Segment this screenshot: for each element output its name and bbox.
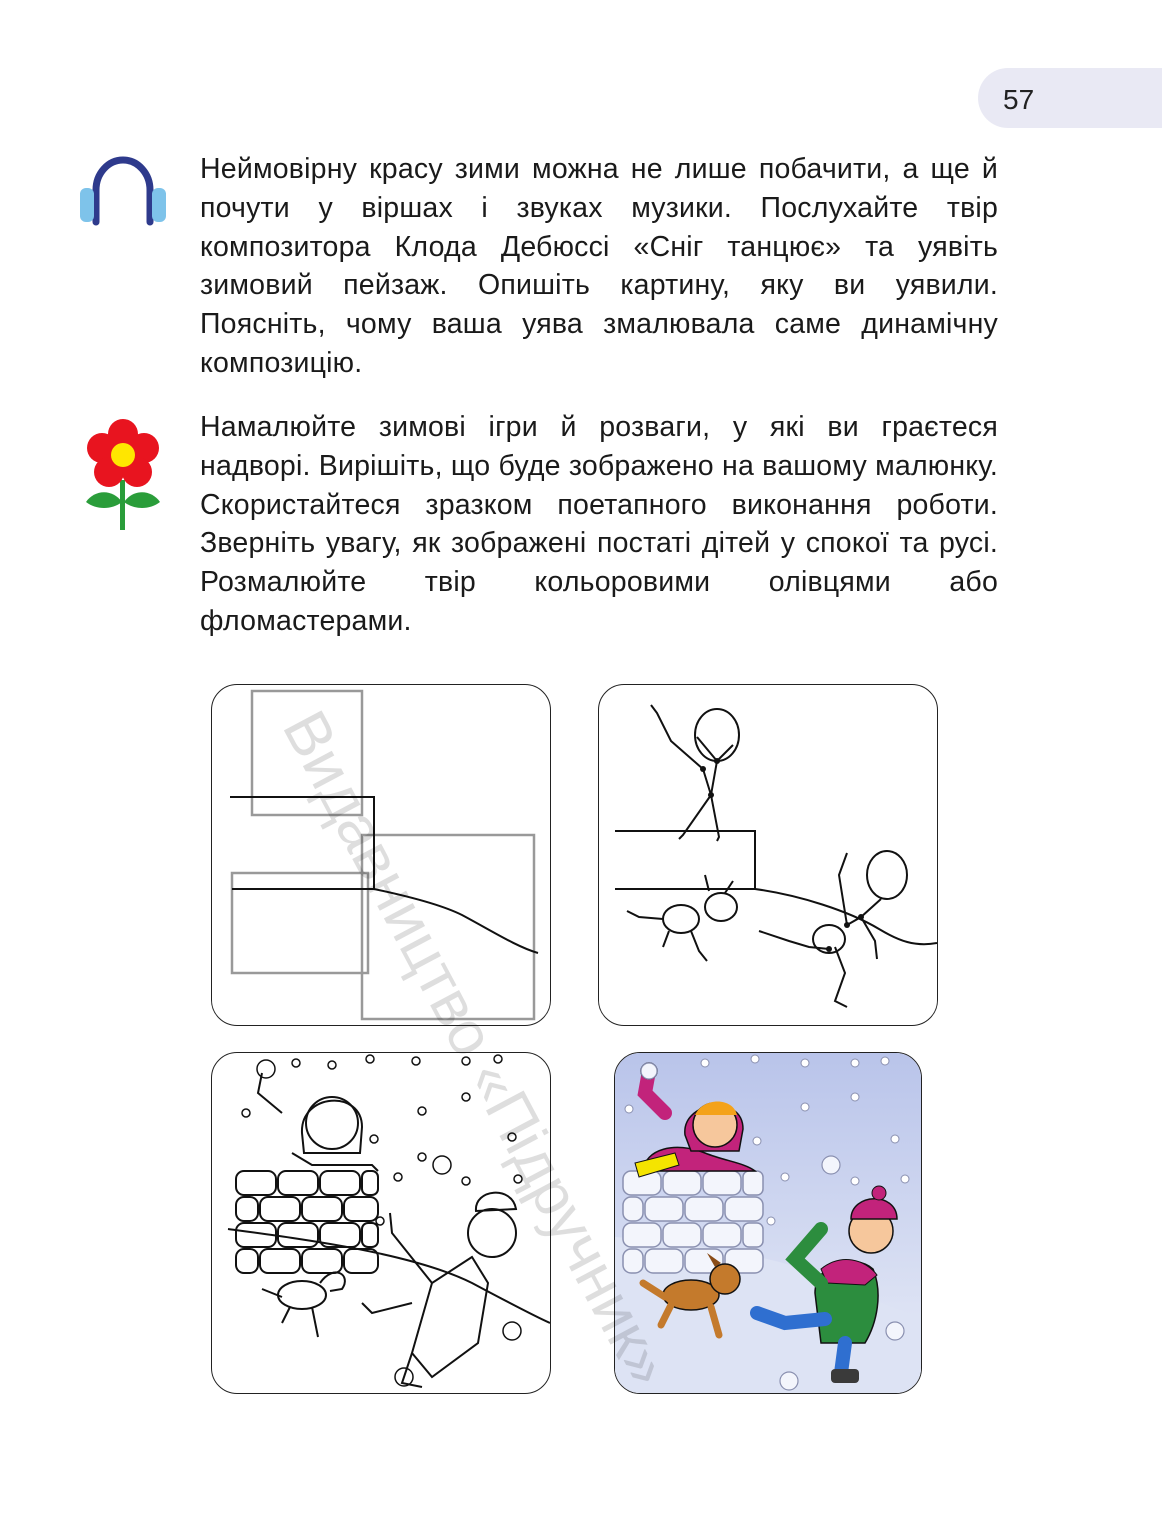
figure-sketch-step-2 [598, 684, 938, 1026]
listening-task-text: Неймовірну красу зими можна не лише побачити, а ще й почути у віршах і звуках музики. Послухайте твір композитора Клода Дебюссі «Сніг танцює» та уявіть зимовий пейзаж. Опишіть картину, яку ви уявили. Поясніть, чому ваша уява змалювала саме динамічну композицію. [200, 153, 998, 379]
line-drawing-step-3 [211, 1052, 551, 1394]
flower-icon [82, 414, 164, 534]
drawing-task-text: Намалюйте зимові ігри й розваги, у які ви граєтеся надворі. Вирішіть, що буде зображено на вашому малюнку. Скористайтеся зразком поетапного виконання роботи. Зверніть увагу, як зображені постаті дітей у спокої та русі. Розмалюйте твір кольоровими олівцями або фломастерами. [200, 411, 998, 637]
publisher-watermark: Видавництво «Підручник» [269, 700, 684, 1398]
page-number: 57 [1003, 84, 1035, 115]
composition-sketch-step-1 [211, 684, 551, 1026]
headphones-icon [76, 150, 170, 230]
coloured-picture-step-4 [614, 1052, 922, 1394]
